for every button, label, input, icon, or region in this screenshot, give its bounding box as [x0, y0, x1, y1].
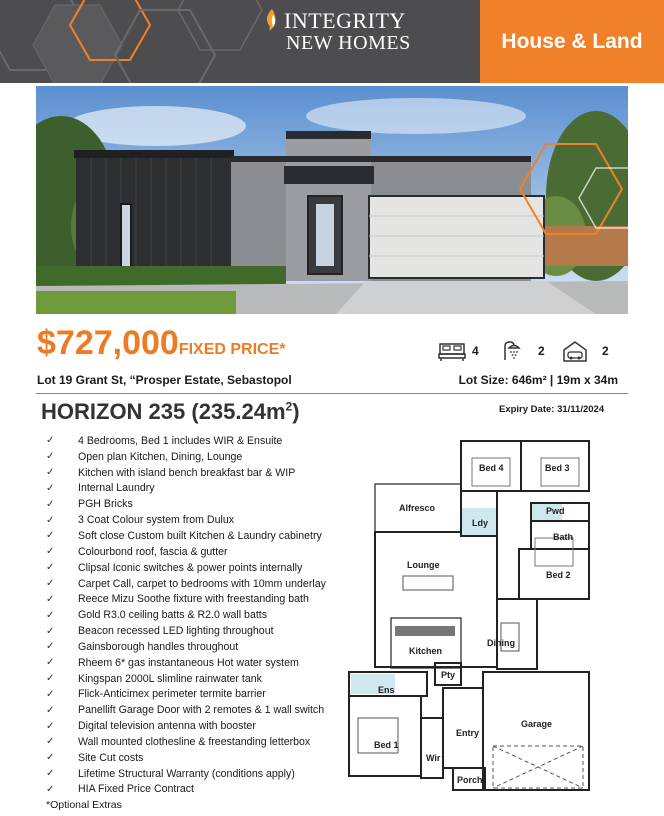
header: [0, 0, 664, 83]
garage-feature: [562, 340, 609, 362]
title-text: HORIZON 235 (235.24m: [41, 399, 286, 424]
garage-icon: [562, 340, 588, 362]
check-icon: ✓: [46, 704, 55, 716]
list-item: ✓ Reece Mizu Soothe fixture with freestanding bath: [46, 593, 309, 606]
list-item: ✓ Gold R3.0 ceiling batts & R2.0 wall batts: [46, 609, 268, 622]
house-illustration: [36, 86, 628, 314]
lot-size: Lot Size: 646m² | 19m x 34m: [458, 373, 618, 387]
room-label-lounge: Lounge: [407, 560, 440, 570]
property-address: Lot 19 Grant St, “Prosper Estate, Sebastopol: [37, 373, 292, 387]
room-label-bath: Bath: [553, 532, 573, 542]
home-design-title: [41, 399, 300, 425]
list-item: ✓ Flick-Anticimex perimeter termite barrier: [46, 688, 266, 701]
room-label-wir: Wir: [426, 753, 441, 763]
check-icon: ✓: [46, 498, 55, 510]
check-icon: ✓: [46, 783, 55, 795]
room-label-entry: Entry: [456, 728, 480, 738]
room-label-bed4: Bed 4: [479, 463, 504, 473]
check-icon: ✓: [46, 593, 55, 605]
room-label-ldy: Ldy: [472, 518, 489, 528]
check-icon: ✓: [46, 451, 55, 463]
house-land-badge: [480, 0, 664, 83]
list-item: ✓ Kitchen with island bench breakfast bar & WIP: [46, 466, 296, 479]
house-render-image: [36, 86, 628, 314]
feature-icons: [438, 340, 628, 366]
room-label-pwd: Pwd: [546, 506, 565, 516]
check-icon: ✓: [46, 625, 55, 637]
room-label-ens: Ens: [378, 685, 395, 695]
list-item: ✓ Colourbond roof, fascia & gutter: [46, 545, 228, 558]
bed-icon: [438, 340, 466, 362]
bathrooms-count: 2: [538, 344, 545, 358]
check-icon: ✓: [46, 688, 55, 700]
list-item: ✓ Panellift Garage Door with 2 remotes & 1 wall switch: [46, 704, 325, 717]
inclusions-list: [46, 433, 326, 797]
brand-line2: NEW HOMES: [286, 32, 411, 54]
room-label-dining: Dining: [487, 638, 515, 648]
expiry-date: Expiry Date: 31/11/2024: [499, 404, 605, 415]
room-label-bed1: Bed 1: [374, 740, 399, 750]
check-icon: ✓: [46, 514, 55, 526]
check-icon: ✓: [46, 435, 55, 447]
badge-label: House & Land: [501, 29, 643, 53]
garage-count: 2: [602, 344, 609, 358]
check-icon: ✓: [46, 673, 55, 685]
room-label-bed3: Bed 3: [545, 463, 570, 473]
list-item: ✓ Wall mounted clothesline & freestanding letterbox: [46, 735, 311, 748]
title-superscript: 2: [285, 399, 293, 414]
room-label-porch: Porch: [457, 775, 483, 785]
bedrooms-count: 4: [472, 344, 479, 358]
list-item: ✓ Open plan Kitchen, Dining, Lounge: [46, 450, 243, 463]
room-label-bed2: Bed 2: [546, 570, 571, 580]
bathrooms-feature: [502, 340, 545, 362]
list-item: ✓ PGH Bricks: [46, 498, 133, 511]
price-value: $727,000: [37, 324, 179, 362]
room-label-alfresco: Alfresco: [399, 503, 436, 513]
flame-icon: [264, 9, 280, 31]
price-block: [37, 324, 286, 363]
list-item: ✓ Lifetime Structural Warranty (conditions apply): [46, 767, 295, 780]
check-icon: ✓: [46, 562, 55, 574]
header-bar: [0, 0, 480, 83]
check-icon: ✓: [46, 467, 55, 479]
list-item: ✓ Rheem 6* gas instantaneous Hot water system: [46, 656, 299, 669]
list-item: ✓ Carpet Call, carpet to bedrooms with 10mm underlay: [46, 577, 326, 590]
list-item: ✓ Site Cut costs: [46, 751, 144, 764]
list-item: ✓ Kingspan 2000L slimline rainwater tank: [46, 672, 262, 685]
list-item: ✓ Soft close Custom built Kitchen & Laundry cabinetry: [46, 529, 322, 542]
bedrooms-feature: [438, 340, 479, 362]
list-item: ✓ Gainsborough handles throughout: [46, 640, 239, 653]
check-icon: ✓: [46, 657, 55, 669]
check-icon: ✓: [46, 720, 55, 732]
check-icon: ✓: [46, 546, 55, 558]
check-icon: ✓: [46, 641, 55, 653]
check-icon: ✓: [46, 530, 55, 542]
check-icon: ✓: [46, 768, 55, 780]
brand-line1: INTEGRITY: [284, 8, 406, 33]
room-label-garage: Garage: [521, 719, 553, 729]
check-icon: ✓: [46, 736, 55, 748]
list-item: ✓ 4 Bedrooms, Bed 1 includes WIR & Ensuite: [46, 434, 283, 447]
title-close: ): [292, 399, 300, 424]
price-suffix: FIXED PRICE*: [178, 341, 286, 358]
check-icon: ✓: [46, 609, 55, 621]
check-icon: ✓: [46, 482, 55, 494]
list-item: ✓ HIA Fixed Price Contract: [46, 783, 194, 796]
shower-icon: [502, 340, 524, 362]
room-label-kitchen: Kitchen: [409, 646, 443, 656]
section-divider: [36, 393, 628, 394]
check-icon: ✓: [46, 752, 55, 764]
optional-extras-note: *Optional Extras: [46, 799, 122, 811]
list-item: ✓ Digital television antenna with booster: [46, 720, 256, 733]
floor-plan: [343, 428, 628, 808]
check-icon: ✓: [46, 578, 55, 590]
room-label-pty: Pty: [441, 670, 456, 680]
list-item: ✓ Internal Laundry: [46, 482, 155, 495]
brand-logo: [264, 6, 424, 56]
list-item: ✓ 3 Coat Colour system from Dulux: [46, 514, 235, 527]
list-item: ✓ Clipsal Iconic switches & power points internally: [46, 561, 303, 574]
list-item: ✓ Beacon recessed LED lighting throughout: [46, 625, 274, 638]
